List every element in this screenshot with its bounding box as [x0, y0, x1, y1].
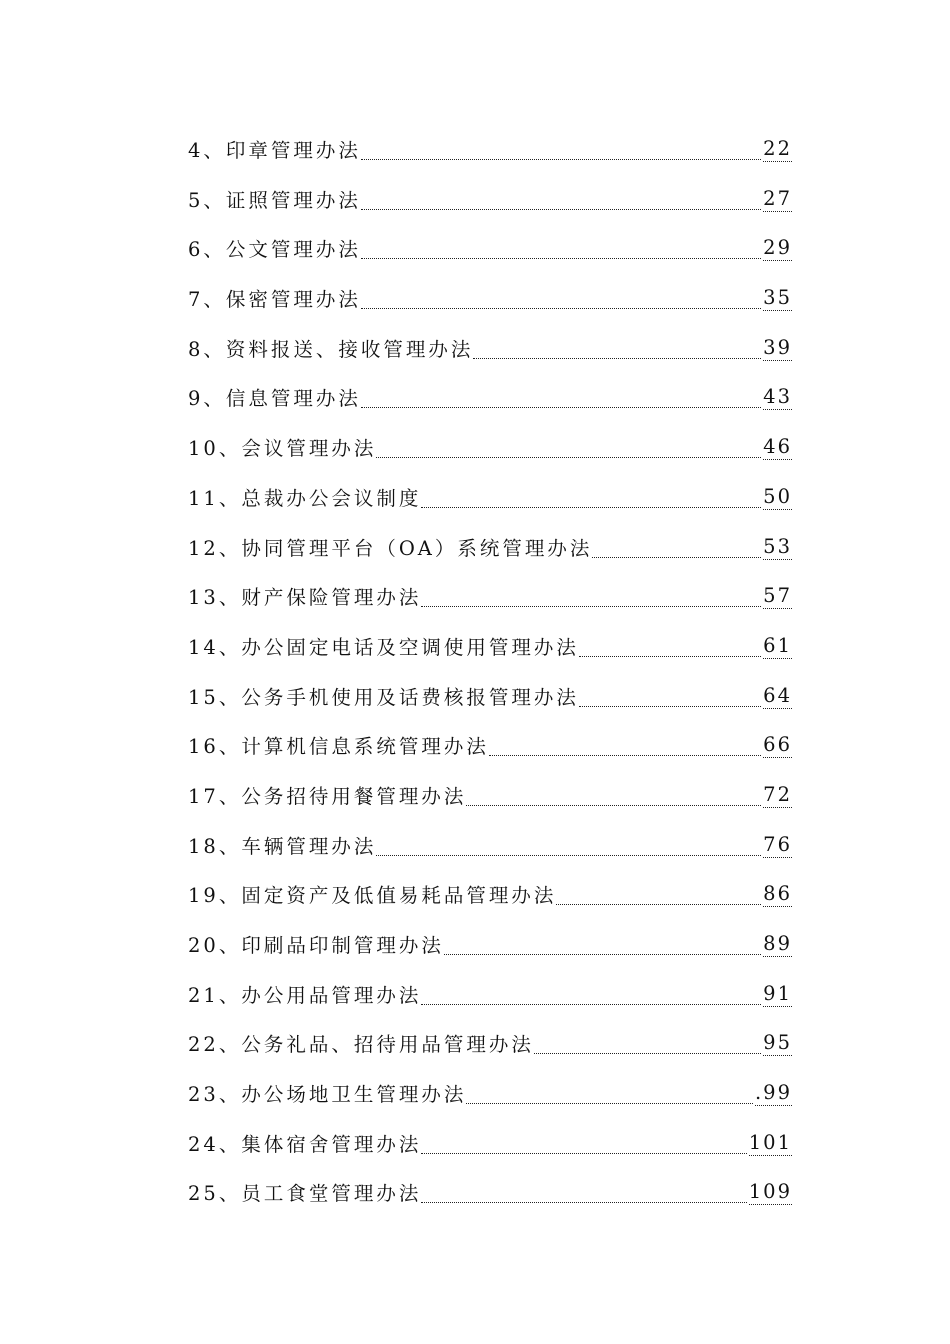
toc-entry[interactable] — [188, 461, 792, 511]
table-of-contents — [188, 130, 792, 1206]
toc-entry-title: 14、办公固定电话及空调使用管理办法 — [188, 635, 579, 659]
toc-entry[interactable] — [188, 610, 792, 660]
toc-entry[interactable] — [188, 362, 792, 412]
dot-leader — [376, 855, 761, 856]
toc-entry-page: 39 — [763, 335, 792, 359]
dot-leader — [534, 1053, 761, 1054]
toc-entry-title: 6、公文管理办法 — [188, 238, 361, 262]
toc-entry-title: 23、办公场地卫生管理办法 — [188, 1083, 467, 1107]
toc-entry-title: 8、资料报送、接收管理办法 — [188, 337, 474, 361]
toc-entry-page: 109 — [748, 1180, 792, 1204]
toc-entry[interactable] — [188, 163, 792, 213]
toc-entry[interactable] — [188, 859, 792, 909]
toc-entry[interactable] — [188, 660, 792, 710]
dot-leader — [579, 656, 761, 657]
toc-entry-page: 86 — [763, 882, 792, 906]
toc-entry[interactable] — [188, 759, 792, 809]
toc-entry[interactable] — [188, 710, 792, 760]
dot-leader — [466, 1103, 753, 1104]
dot-leader — [421, 1202, 746, 1203]
dot-leader — [592, 557, 761, 558]
toc-entry-title: 18、车辆管理办法 — [188, 834, 377, 858]
toc-entry-title: 20、印刷品印制管理办法 — [188, 934, 444, 957]
toc-entry-title: 22、公务礼品、招待用品管理办法 — [188, 1033, 534, 1057]
toc-entry-page: .99 — [754, 1081, 792, 1105]
toc-entry[interactable] — [188, 312, 792, 362]
toc-entry-page: 101 — [748, 1130, 792, 1154]
toc-entry-page: 76 — [763, 832, 792, 856]
dot-leader — [376, 457, 761, 458]
dot-leader — [444, 954, 761, 955]
toc-entry[interactable] — [188, 809, 792, 859]
toc-entry-page: 95 — [763, 1031, 792, 1055]
toc-entry[interactable] — [188, 1107, 792, 1157]
toc-entry[interactable] — [188, 958, 792, 1008]
dot-leader — [473, 358, 761, 359]
toc-entry-page: 61 — [763, 633, 792, 657]
dot-leader — [421, 606, 761, 607]
toc-entry[interactable] — [188, 130, 792, 163]
toc-entry[interactable] — [188, 908, 792, 958]
toc-entry-title: 7、保密管理办法 — [188, 288, 361, 312]
toc-entry[interactable] — [188, 1057, 792, 1107]
toc-entry-page: 50 — [763, 484, 792, 508]
toc-entry-page: 89 — [763, 932, 792, 955]
dot-leader — [421, 1153, 746, 1154]
toc-entry-title: 16、计算机信息系统管理办法 — [188, 735, 489, 759]
toc-entry[interactable] — [188, 1008, 792, 1058]
toc-entry-title: 4、印章管理办法 — [188, 139, 361, 162]
toc-entry-title: 17、公务招待用餐管理办法 — [188, 784, 467, 808]
toc-entry-page: 22 — [763, 137, 792, 160]
toc-entry-page: 64 — [763, 683, 792, 707]
dot-leader — [579, 706, 761, 707]
dot-leader — [489, 755, 761, 756]
toc-entry[interactable] — [188, 1157, 792, 1207]
toc-entry-title: 19、固定资产及低值易耗品管理办法 — [188, 884, 557, 908]
toc-entry-title: 24、集体宿舍管理办法 — [188, 1132, 422, 1156]
dot-leader — [421, 1004, 761, 1005]
dot-leader — [421, 507, 761, 508]
toc-entry-page: 35 — [763, 286, 792, 310]
toc-entry[interactable] — [188, 511, 792, 561]
toc-entry-page: 66 — [763, 733, 792, 757]
toc-entry-page: 57 — [763, 584, 792, 608]
toc-entry-title: 25、员工食堂管理办法 — [188, 1182, 422, 1206]
toc-entry-page: 46 — [763, 435, 792, 459]
dot-leader — [361, 258, 761, 259]
toc-entry-title: 11、总裁办公会议制度 — [188, 486, 422, 510]
toc-entry[interactable] — [188, 213, 792, 263]
dot-leader — [361, 209, 761, 210]
toc-entry-page: 53 — [763, 534, 792, 558]
toc-entry[interactable] — [188, 411, 792, 461]
dot-leader — [361, 308, 761, 309]
toc-entry-title: 21、办公用品管理办法 — [188, 983, 422, 1007]
toc-entry-title: 9、信息管理办法 — [188, 387, 361, 411]
toc-entry-title: 13、财产保险管理办法 — [188, 586, 422, 610]
toc-entry-title: 10、会议管理办法 — [188, 437, 377, 461]
toc-entry[interactable] — [188, 262, 792, 312]
toc-entry[interactable] — [188, 561, 792, 611]
dot-leader — [361, 159, 761, 160]
toc-entry-title: 12、协同管理平台（OA）系统管理办法 — [188, 536, 593, 560]
toc-entry-page: 43 — [763, 385, 792, 409]
toc-entry-title: 5、证照管理办法 — [188, 188, 361, 212]
toc-entry-page: 91 — [763, 981, 792, 1005]
toc-entry-page: 29 — [763, 236, 792, 260]
dot-leader — [466, 805, 761, 806]
toc-entry-title: 15、公务手机使用及话费核报管理办法 — [188, 685, 579, 709]
dot-leader — [556, 904, 761, 905]
dot-leader — [361, 407, 761, 408]
toc-entry-page: 72 — [763, 782, 792, 806]
toc-entry-page: 27 — [763, 186, 792, 210]
